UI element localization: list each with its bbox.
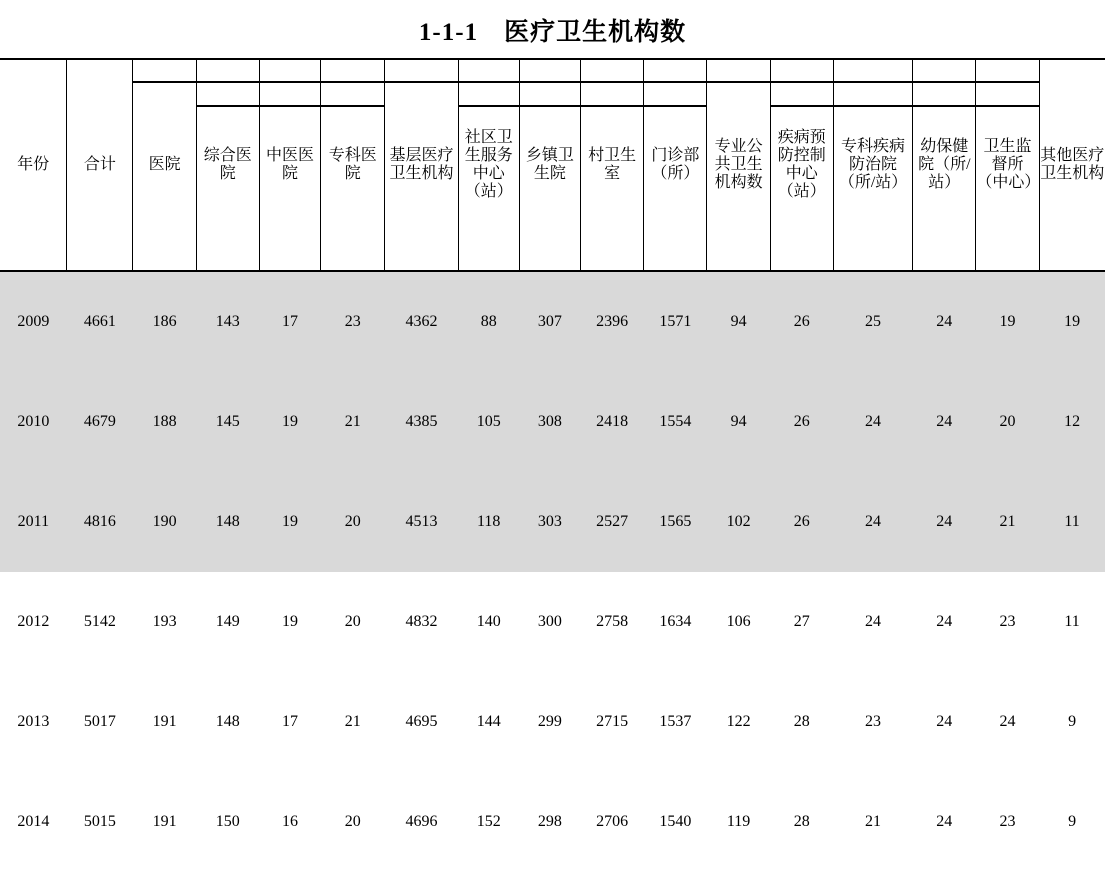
- cell-village-clinic: 2527: [581, 472, 644, 572]
- page-title: 1-1-1 医疗卫生机构数: [418, 19, 687, 46]
- cell-general-hospital: 143: [196, 271, 259, 372]
- cell-community-health-center: 140: [476, 613, 501, 630]
- cell-tcm-hospital: 19: [282, 613, 299, 630]
- cell-outpatient-dept: 1571: [644, 271, 707, 372]
- column-header-hospital: 医院: [133, 59, 196, 271]
- cell-hospital: 193: [152, 613, 177, 630]
- cell-general-hospital: 148: [196, 472, 259, 572]
- cell-public-health-institutions: 106: [726, 613, 751, 630]
- cell-year: 2013: [17, 713, 50, 730]
- table-row: [0, 372, 1105, 472]
- cell-mch-institution: 24: [936, 713, 953, 730]
- cell-general-hospital: 150: [215, 813, 240, 830]
- cell-village-clinic: 2758: [596, 613, 629, 630]
- cell-total: 5017: [83, 713, 116, 730]
- cell-township-hospital: 303: [519, 472, 580, 572]
- cell-cdc: 26: [770, 271, 833, 372]
- cell-health-supervision: 20: [976, 372, 1039, 472]
- cell-specialized-hospital: 20: [321, 472, 385, 572]
- column-header-year: 年份: [0, 59, 67, 271]
- table-row: [0, 672, 1105, 772]
- cell-health-supervision: 19: [976, 271, 1039, 372]
- cell-village-clinic: 2396: [581, 271, 644, 372]
- cell-specialized-disease-prevention: 24: [833, 472, 912, 572]
- cell-public-health-institutions: 94: [707, 271, 770, 372]
- cell-total: 4661: [67, 271, 133, 372]
- cell-general-hospital: 148: [215, 713, 240, 730]
- column-header-outpatient-dept: 门诊部（所）: [644, 59, 707, 271]
- cell-tcm-hospital: 17: [259, 271, 320, 372]
- cell-other-institutions: 19: [1039, 271, 1105, 372]
- cell-tcm-hospital: 19: [259, 372, 320, 472]
- column-header-primary-care: 基层医疗卫生机构: [385, 59, 458, 271]
- statistics-table: [0, 58, 1105, 872]
- cell-mch-institution: 24: [936, 613, 953, 630]
- cell-total: 5015: [83, 813, 116, 830]
- cell-total: 4679: [67, 372, 133, 472]
- cell-hospital: 188: [133, 372, 196, 472]
- cell-year: 2010: [0, 372, 67, 472]
- cell-total: 5142: [83, 613, 116, 630]
- cell-health-supervision: 21: [976, 472, 1039, 572]
- cell-mch-institution: 24: [913, 472, 976, 572]
- header-group-rule: [458, 105, 707, 107]
- column-header-tcm-hospital: 中医医院: [259, 59, 320, 271]
- cell-outpatient-dept: 1540: [659, 813, 692, 830]
- column-header-specialized-hospital: 专科医院: [321, 59, 385, 271]
- cell-specialized-hospital: 20: [344, 813, 361, 830]
- cell-specialized-hospital: 23: [321, 271, 385, 372]
- cell-other-institutions: 11: [1039, 472, 1105, 572]
- cell-specialized-disease-prevention: 25: [833, 271, 912, 372]
- cell-primary-care: 4696: [405, 813, 438, 830]
- cell-outpatient-dept: 1565: [644, 472, 707, 572]
- cell-other-institutions: 11: [1064, 613, 1080, 630]
- cell-cdc: 28: [793, 813, 810, 830]
- cell-primary-care: 4385: [385, 372, 458, 472]
- cell-primary-care: 4362: [385, 271, 458, 372]
- cell-outpatient-dept: 1537: [659, 713, 692, 730]
- cell-primary-care: 4695: [405, 713, 438, 730]
- column-header-cdc: 疾病预防控制中心（站）: [770, 59, 833, 271]
- cell-community-health-center: 152: [476, 813, 501, 830]
- cell-township-hospital: 308: [519, 372, 580, 472]
- cell-general-hospital: 149: [215, 613, 240, 630]
- cell-year: 2014: [17, 813, 50, 830]
- cell-year: 2012: [17, 613, 50, 630]
- cell-community-health-center: 88: [458, 271, 519, 372]
- column-header-mch-institution: 幼保健院（所/站）: [913, 59, 976, 271]
- table-row: [0, 772, 1105, 872]
- cell-tcm-hospital: 16: [282, 813, 299, 830]
- column-header-other-institutions: 其他医疗卫生机构: [1039, 59, 1105, 271]
- cell-year: 2009: [0, 271, 67, 372]
- cell-health-supervision: 24: [999, 713, 1016, 730]
- header-group-rule: [133, 81, 1039, 83]
- column-header-township-hospital: 乡镇卫生院: [519, 59, 580, 271]
- header-row: [0, 59, 1105, 271]
- cell-mch-institution: 24: [913, 372, 976, 472]
- cell-community-health-center: 144: [476, 713, 501, 730]
- cell-cdc: 26: [770, 472, 833, 572]
- table-header: [0, 59, 1105, 271]
- cell-mch-institution: 24: [913, 271, 976, 372]
- cell-health-supervision: 23: [999, 613, 1016, 630]
- column-header-total: 合计: [67, 59, 133, 271]
- cell-specialized-hospital: 21: [344, 713, 361, 730]
- cell-specialized-disease-prevention: 24: [833, 372, 912, 472]
- table-row: [0, 572, 1105, 672]
- cell-primary-care: 4513: [385, 472, 458, 572]
- cell-primary-care: 4832: [405, 613, 438, 630]
- cell-public-health-institutions: 102: [707, 472, 770, 572]
- cell-general-hospital: 145: [196, 372, 259, 472]
- cell-village-clinic: 2706: [596, 813, 629, 830]
- cell-cdc: 28: [793, 713, 810, 730]
- cell-village-clinic: 2418: [581, 372, 644, 472]
- cell-hospital: 191: [152, 713, 177, 730]
- cell-hospital: 190: [133, 472, 196, 572]
- cell-specialized-hospital: 21: [321, 372, 385, 472]
- column-header-specialized-disease-prevention: 专科疾病防治院（所/站）: [833, 59, 912, 271]
- column-header-community-health-center: 社区卫生服务中心（站）: [458, 59, 519, 271]
- cell-tcm-hospital: 17: [282, 713, 299, 730]
- cell-specialized-disease-prevention: 21: [865, 813, 882, 830]
- header-group-rule: [770, 105, 1039, 107]
- column-header-general-hospital: 综合医院: [196, 59, 259, 271]
- cell-outpatient-dept: 1634: [659, 613, 692, 630]
- cell-health-supervision: 23: [999, 813, 1016, 830]
- cell-public-health-institutions: 119: [726, 813, 751, 830]
- cell-other-institutions: 9: [1068, 813, 1077, 830]
- cell-year: 2011: [0, 472, 67, 572]
- table-row: [0, 271, 1105, 372]
- cell-total: 4816: [67, 472, 133, 572]
- cell-hospital: 191: [152, 813, 177, 830]
- cell-outpatient-dept: 1554: [644, 372, 707, 472]
- column-header-public-health-institutions: 专业公共卫生机构数: [707, 59, 770, 271]
- cell-village-clinic: 2715: [596, 713, 629, 730]
- cell-mch-institution: 24: [936, 813, 953, 830]
- cell-township-hospital: 299: [537, 713, 562, 730]
- cell-cdc: 27: [793, 613, 810, 630]
- cell-community-health-center: 105: [458, 372, 519, 472]
- cell-tcm-hospital: 19: [259, 472, 320, 572]
- cell-other-institutions: 12: [1039, 372, 1105, 472]
- cell-public-health-institutions: 94: [707, 372, 770, 472]
- cell-community-health-center: 118: [458, 472, 519, 572]
- header-group-rule: [196, 105, 385, 107]
- cell-specialized-hospital: 20: [344, 613, 361, 630]
- column-header-health-supervision: 卫生监督所（中心）: [976, 59, 1039, 271]
- table-body: [0, 271, 1105, 872]
- table-row: [0, 472, 1105, 572]
- cell-specialized-disease-prevention: 23: [865, 713, 882, 730]
- column-header-village-clinic: 村卫生室: [581, 59, 644, 271]
- cell-other-institutions: 9: [1068, 713, 1077, 730]
- cell-hospital: 186: [133, 271, 196, 372]
- cell-public-health-institutions: 122: [726, 713, 751, 730]
- cell-cdc: 26: [770, 372, 833, 472]
- cell-specialized-disease-prevention: 24: [865, 613, 882, 630]
- cell-township-hospital: 307: [519, 271, 580, 372]
- cell-township-hospital: 300: [537, 613, 562, 630]
- cell-township-hospital: 298: [537, 813, 562, 830]
